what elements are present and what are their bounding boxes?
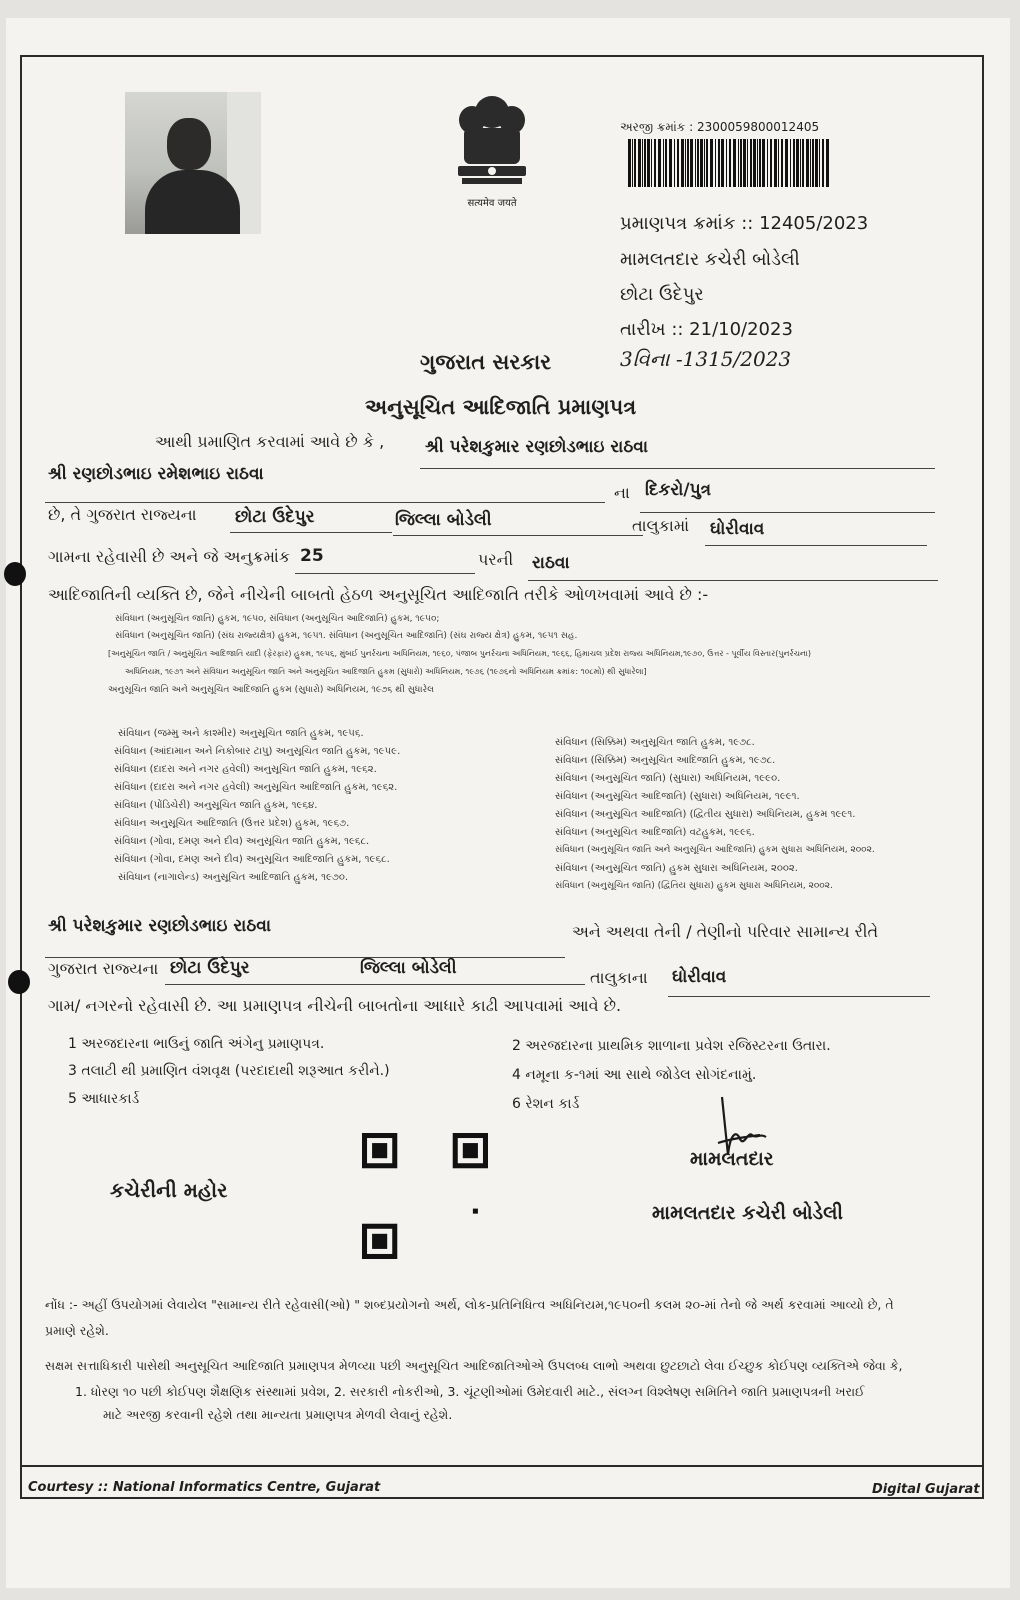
order-right: સંવિધાન (અનુસૂચિત જાતિ) (સુધારા) અધિનિયમ, ૧૯૯૦. [555, 773, 781, 784]
order-right: સંવિધાન (સિક્કિમ) અનુસૂચિત જાતિ હુકમ, ૧૯૭૮. [555, 737, 755, 748]
application-number: અરજી ક્રમાંક : 2300059800012405 [620, 120, 820, 134]
punch-hole [8, 970, 30, 994]
certify-intro: આથી પ્રમાણિત કરવામાં આવે છે કે , [155, 432, 385, 451]
state-text: છે, તે ગુજરાત રાજ્યના [48, 505, 197, 524]
jilla-2: જિલ્લા બોડેલી [360, 958, 457, 978]
note-line: પ્રમાણે રહેશે. [45, 1323, 109, 1338]
order-left: સંવિધાન (દાદરા અને નગર હવેલી) અનુસૂચિત આદિજાતિ હુકમ, ૧૯૬૨. [114, 782, 398, 793]
father-name: શ્રી રણછોડભાઇ રમેશભાઇ રાઠવા [48, 464, 264, 484]
of-word: ના [614, 483, 630, 502]
applicant-photo [125, 92, 261, 234]
state-2: ગુજરાત રાજ્યના [48, 959, 159, 978]
order-right: સંવિધાન (અનુસૂચિત આદિજાતિ) (દ્વિતીય સુધારા) અધિનિયમ, હુકમ ૧૯૯૧. [555, 809, 856, 820]
note-line: સક્ષમ સત્તાધિકારી પાસેથી અનુસૂચિત આદિજાતિ પ્રમાણપત્ર મેળવ્યા પછી અનુસૂચિત આદિજાતિઓએ ઉપલબ્ધ લાભો અથવા છુટછાટો લેવા ઈચ્છુક કોઈપણ વ્યક્તિએ જેવા કે, [45, 1358, 903, 1373]
order-right: સંવિધાન (અનુસૂચિત જાતિ) (દ્વિતિય સુધારા) હુકમ સુધારા અધિનિયમ, ૨૦૦૨. [555, 881, 833, 891]
order-left: સંવિધાન (ગોવા, દમણ અને દીવ) અનુસૂચિત જાતિ હુકમ, ૧૯૬૮. [114, 836, 370, 847]
applicant-name: શ્રી પરેશકુમાર રણછોડભાઇ રાઠવા [425, 437, 648, 457]
document-item: 6 રેશન કાર્ડ [512, 1096, 580, 1112]
serial-number: 25 [300, 546, 324, 566]
document-item: 4 નમૂના ક-૧માં આ સાથે જોડેલ સોગંદનામું. [512, 1067, 757, 1083]
village-text: ગામના રહેવાસી છે અને જે અનુક્રમાંક [48, 547, 291, 566]
district-value: છોટા ઉદેપુર [235, 507, 315, 527]
issuing-district: છોટા ઉદેપુર [620, 284, 704, 305]
taluka-label: તાલુકામાં [632, 516, 690, 535]
taluka-value: ઘોરીવાવ [710, 519, 765, 539]
order-line: [અનુસૂચિત જાતિ / અનુસૂચિત આદિજાતિ યાદી (ફેરફાર) હુકમ, ૧૯૫૬, મુંબઈ પુનર્રચના અધિનિયમ, ૧૯૬૦, પંજાબ પુનર્રચના અધિનિયમ, ૧૯૬૬, હિમાચલ પ્રદેશ રાજ્ય અધિનિયમ,૧૯૭૦, ઉત્તર - પૂર્વીય વિસ્તાર(પુનર્રચના) [108, 649, 812, 658]
order-right: સંવિધાન (અનુસૂચિત આદિજાતિ) વટહુકમ, ૧૯૯૬. [555, 827, 755, 838]
office-seal-label: કચેરીની મહોર [110, 1178, 228, 1202]
officer-office: મામલતદાર કચેરી બોડેલી [652, 1202, 843, 1224]
order-right: સંવિધાન (અનુસૂચિત આદિજાતિ) (સુધારા) અધિનિયમ, ૧૯૯૧. [555, 791, 800, 802]
document-item: 5 આધારકાર્ડ [68, 1091, 140, 1107]
footer-divider [20, 1465, 982, 1467]
par-label: પરની [478, 550, 514, 569]
applicant-name-2: શ્રી પરેશકુમાર રણછોડભાઇ રાઠવા [48, 916, 271, 936]
digital-gujarat: Digital Gujarat [872, 1482, 980, 1497]
resident-text: ગામ/ નગરનો રહેવાસી છે. આ પ્રમાણપત્ર નીચેની બાબતોના આધારે કાઢી આપવામાં આવે છે. [48, 996, 622, 1015]
taluka-2-label: તાલુકાના [590, 968, 648, 987]
document-item: 1 અરજદારના ભાઉનું જાતિ અંગેનુ પ્રમાણપત્ર. [68, 1036, 325, 1052]
order-right: સંવિધાન (અનુસૂચિત જાતિ) હુકમ સુધારા અધિનિયમ, ૨૦૦૨. [555, 863, 798, 874]
emblem-motto: सत्यमेव जयते [467, 198, 517, 209]
barcode [628, 139, 833, 187]
order-left: સંવિધાન (ગોવા, દમણ અને દીવ) અનુસૂચિત આદિજાતિ હુકમ, ૧૯૬૮. [114, 854, 390, 865]
order-left: સંવિધાન (પોંડિચેરી) અનુસૂચિત જાતિ હુકમ, ૧૯૬૪. [114, 800, 318, 811]
handwritten-reference: 3વિના -1315/2023 [620, 347, 792, 371]
document-item: 3 તલાટી થી પ્રમાણિત વંશવૃક્ષ (પરદાદાથી શરૂઆત કરીને.) [68, 1063, 390, 1079]
note-line: 1. ધોરણ ૧૦ પછી કોઈપણ શૈક્ષણિક સંસ્થામાં પ્રવેશ, 2. સરકારી નોકરીઓ, 3. ચૂંટણીઓમાં ઉમેદવારી માટે., સંલગ્ન વિશ્લેષણ સમિતિને જાતિ પ્રમાણપત્રની ખરાઈ [75, 1384, 865, 1399]
district-2: છોટા ઉદેપુર [170, 958, 250, 978]
order-right: સંવિધાન (અનુસૂચિત જાતિ અને અનુસૂચિત આદિજાતિ) હુકમ સુધારા અધિનિયમ, ૨૦૦૨. [555, 845, 875, 855]
jilla-value: જિલ્લા બોડેલી [395, 510, 492, 530]
order-left: સંવિધાન અનુસૂચિત આદિજાતિ (ઉત્તર પ્રદેશ) હુકમ, ૧૯૬૭. [114, 818, 350, 829]
national-emblem-icon [450, 90, 534, 210]
order-left: સંવિધાન (નાગાલેન્ડ) અનુસૂચિત આદિજાતિ હુકમ, ૧૯૭૦. [118, 872, 349, 883]
certificate-number: પ્રમાણપત્ર ક્રમાંક :: 12405/2023 [620, 213, 869, 234]
punch-hole [4, 562, 26, 586]
government-title: ગુજરાત સરકાર [420, 350, 552, 374]
tribe-text: આદિજાતિની વ્યક્તિ છે, જેને નીચેની બાબતો હેઠળ અનુસૂચિત આદિજાતિ તરીકે ઓળખવામાં આવે છે :- [48, 585, 709, 604]
order-line: સંવિધાન (અનુસૂચિત જાતિ) (સંઘ રાજ્યક્ષેત્ર) હુકમ, ૧૯૫૧. સંવિધાન (અનુસૂચિત આદિજાતિ) (સંઘ રાજ્ય ક્ષેત્ર) હુકમ, ૧૯૫૧ સહ. [115, 631, 578, 641]
order-line: અનુસૂચિત જાતિ અને અનુસૂચિત આદિજાતિ હુકમ (સુધારો) અધિનિયમ, ૧૯૭૬ થી સુધારેલ [108, 685, 434, 695]
officer-title: મામલતદાર [690, 1148, 774, 1170]
order-line: સંવિધાન (અનુસૂચિત જાતિ) હુકમ, ૧૯૫૦, સંવિધાન (અનુસૂચિત આદિજાતિ) હુકમ, ૧૯૫૦; [115, 614, 440, 624]
family-text: અને અથવા તેની / તેણીનો પરિવાર સામાન્ય રીતે [572, 922, 879, 941]
document-item: 2 અરજદારના પ્રાથમિક શાળાના પ્રવેશ રજિસ્ટરના ઉતારા. [512, 1038, 831, 1054]
qr-code [362, 1133, 488, 1259]
note-line: માટે અરજી કરવાની રહેશે તથા માન્યતા પ્રમાણપત્ર મેળવી લેવાનું રહેશે. [103, 1407, 453, 1422]
note-line: નોંધ :- અહીં ઉપયોગમાં લેવાયેલ "સામાન્ય રીતે રહેવાસી(ઓ) " શબ્દપ્રયોગનો અર્થ, લોક-પ્રતિનિધિત્વ અધિનિયમ,૧૯૫૦ની કલમ ૨૦-માં તેનો જે અર્થ કરવામાં આવ્યો છે, તે [45, 1297, 894, 1312]
taluka-2: ઘોરીવાવ [672, 967, 727, 987]
order-right: સંવિધાન (સિક્કિમ) અનુસૂચિત આદિજાતિ હુકમ, ૧૯૭૮. [555, 755, 776, 766]
certificate-border [20, 55, 984, 1499]
courtesy-text: Courtesy :: National Informatics Centre, Gujarat [28, 1480, 381, 1495]
order-line: અધિનિયમ, ૧૯૭૧ અને સંવિધાન અનુસૂચિત જાતિ અને અનુસૂચિત આદિજાતિ હુકમ (સુધારો) અધિનિયમ, ૧૯૭૬ (૧૯૭૬નો અધિનિયમ ક્રમાંક: ૧૦૮મો) થી સુધારેલા] [125, 667, 647, 676]
certificate-title: અનુસૂચિત આદિજાતિ પ્રમાણપત્ર [365, 395, 637, 419]
order-left: સંવિધાન (જમ્મુ અને કાશ્મીર) અનુસૂચિત જાતિ હુકમ, ૧૯૫૬. [118, 728, 364, 739]
relation: દિકરો/પુત્ર [645, 480, 712, 500]
tribe-name: રાઠવા [532, 553, 570, 573]
issue-date: તારીખ :: 21/10/2023 [620, 319, 793, 340]
order-left: સંવિધાન (આંદામાન અને નિકોબાર ટાપુ) અનુસૂચિત જાતિ હુકમ, ૧૯૫૯. [114, 746, 401, 757]
order-left: સંવિધાન (દાદરા અને નગર હવેલી) અનુસૂચિત જાતિ હુકમ, ૧૯૬૨. [114, 764, 377, 775]
issuing-office: મામલતદાર કચેરી બોડેલી [620, 249, 800, 270]
